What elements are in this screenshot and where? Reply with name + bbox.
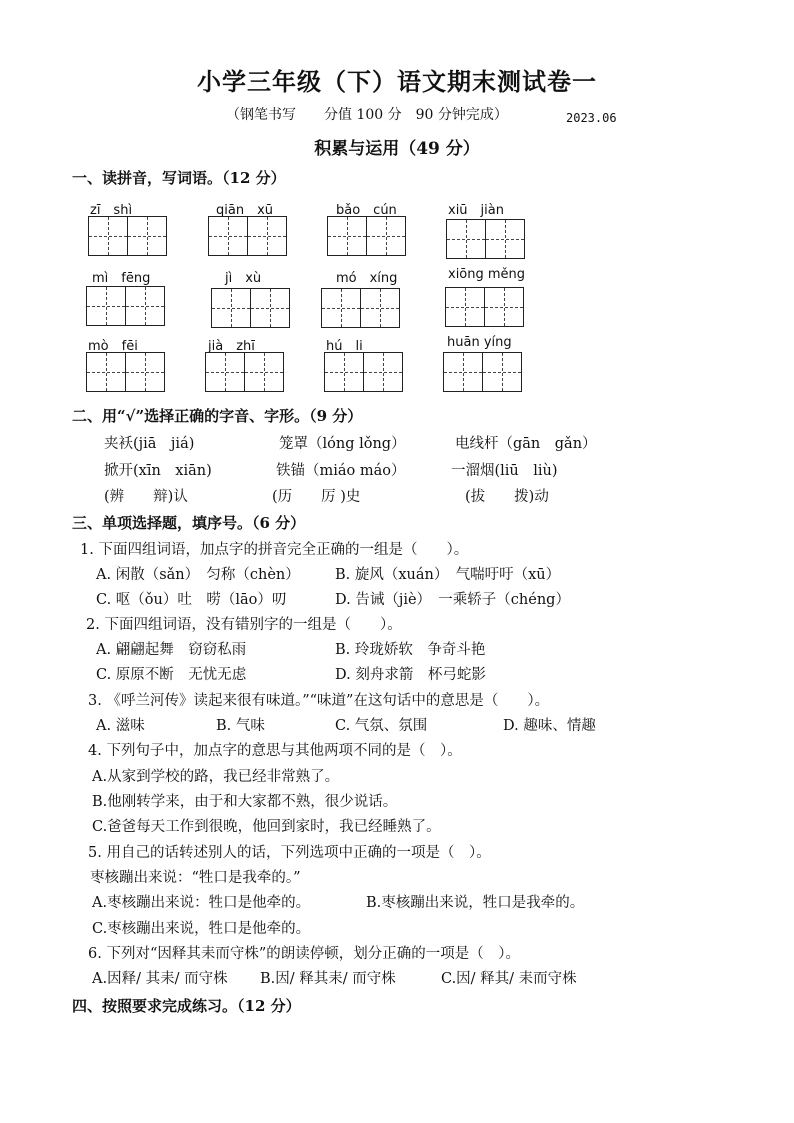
writing-cell[interactable]	[245, 352, 284, 392]
option-a[interactable]: A.从家到学校的路，我已经非常熟了。	[92, 769, 340, 785]
option-b[interactable]: B. 旋风（xuán） 气喘吁吁（xū）	[335, 567, 561, 583]
writing-grid[interactable]	[88, 216, 167, 256]
option-d[interactable]: D. 告诫（jiè） 一乘轿子（chéng）	[335, 592, 570, 608]
choice-item[interactable]: 夹袄(jiā jiá)	[104, 436, 195, 452]
writing-cell[interactable]	[485, 287, 524, 327]
pinyin-label: jì xù	[225, 271, 262, 286]
pinyin-label: xiū jiàn	[448, 203, 504, 218]
writing-cell[interactable]	[367, 216, 406, 256]
writing-cell[interactable]	[324, 352, 364, 392]
choice-item[interactable]: (历 厉 )史	[272, 489, 361, 505]
part2-heading: 二、用“√”选择正确的字音、字形。（9 分）	[72, 407, 363, 425]
part3-heading: 三、单项选择题，填序号。（6 分）	[72, 514, 306, 532]
exam-instructions: （钢笔书写 分值 100 分 90 分钟完成）	[226, 107, 508, 123]
pinyin-label: qiān xū	[216, 203, 274, 218]
writing-cell[interactable]	[205, 352, 245, 392]
part1-heading: 一、读拼音，写词语。（12 分）	[72, 169, 286, 187]
option-b[interactable]: B. 气味	[216, 718, 265, 734]
option-b[interactable]: B.他刚转学来，由于和大家都不熟，很少说话。	[92, 794, 398, 810]
question-5-quote: 枣核蹦出来说：“牲口是我牵的。”	[90, 870, 301, 886]
choice-item[interactable]: 电线杆（gān gǎn）	[455, 436, 597, 452]
writing-cell[interactable]	[443, 352, 483, 392]
question-2: 2. 下面四组词语，没有错别字的一组是（ ）。	[86, 617, 402, 633]
writing-grid[interactable]	[211, 288, 290, 328]
writing-grid[interactable]	[446, 219, 525, 259]
choice-item[interactable]: 铁锚（miáo máo）	[276, 463, 406, 479]
pinyin-label: hú li	[326, 339, 363, 354]
option-c[interactable]: C.爸爸每天工作到很晚，他回到家时，我已经睡熟了。	[92, 819, 441, 835]
option-c[interactable]: C. 气氛、氛围	[335, 718, 428, 734]
question-6: 6. 下列对“因释其耒而守株”的朗读停顿，划分正确的一项是（ ）。	[88, 946, 521, 962]
option-b[interactable]: B. 玲珑娇软 争奇斗艳	[335, 642, 486, 658]
choice-item[interactable]: 一溜烟(liū liù)	[451, 463, 558, 479]
writing-grid[interactable]	[443, 352, 522, 392]
writing-grid[interactable]	[327, 216, 406, 256]
writing-cell[interactable]	[86, 286, 126, 326]
writing-grid[interactable]	[321, 288, 400, 328]
option-c[interactable]: C.枣核蹦出来说，牲口是他牵的。	[92, 921, 311, 937]
option-d[interactable]: D. 刻舟求箭 杯弓蛇影	[335, 667, 486, 683]
writing-grid[interactable]	[86, 352, 165, 392]
writing-cell[interactable]	[126, 352, 165, 392]
option-d[interactable]: D. 趣味、情趣	[503, 718, 596, 734]
writing-cell[interactable]	[88, 216, 128, 256]
pinyin-label: xiōng měng	[448, 267, 526, 282]
writing-grid[interactable]	[205, 352, 284, 392]
option-a[interactable]: A. 闲散（sǎn） 匀称（chèn）	[96, 567, 300, 583]
section-title: 积累与运用（49 分）	[314, 139, 480, 159]
writing-cell[interactable]	[445, 287, 485, 327]
option-c[interactable]: C.因/ 释其/ 耒而守株	[441, 971, 577, 987]
writing-cell[interactable]	[86, 352, 126, 392]
writing-cell[interactable]	[446, 219, 486, 259]
question-5: 5. 用自己的话转述别人的话，下列选项中正确的一项是（ ）。	[88, 845, 491, 861]
part4-heading: 四、按照要求完成练习。（12 分）	[72, 997, 301, 1015]
option-a[interactable]: A.因释/ 其耒/ 而守株	[92, 971, 228, 987]
question-3: 3. 《呼兰河传》读起来很有味道。”“味道”在这句话中的意思是（ ）。	[88, 693, 550, 709]
option-b[interactable]: B.因/ 释其耒/ 而守株	[260, 971, 396, 987]
writing-cell[interactable]	[128, 216, 167, 256]
choice-item[interactable]: (拔 拨)动	[465, 489, 549, 505]
question-1: 1. 下面四组词语，加点字的拼音完全正确的一组是（ ）。	[80, 542, 469, 558]
choice-item[interactable]: 笼罩（lóng lǒng）	[279, 436, 406, 452]
question-4: 4. 下列句子中，加点字的意思与其他两项不同的是（ ）。	[88, 743, 462, 759]
pinyin-label: huān yíng	[447, 335, 512, 350]
pinyin-label: jià zhī	[208, 339, 255, 354]
choice-item[interactable]: (辨 辩)认	[104, 489, 188, 505]
writing-cell[interactable]	[251, 288, 290, 328]
writing-grid[interactable]	[208, 216, 287, 256]
writing-cell[interactable]	[126, 286, 165, 326]
writing-cell[interactable]	[483, 352, 522, 392]
writing-grid[interactable]	[445, 287, 524, 327]
writing-cell[interactable]	[486, 219, 525, 259]
option-a[interactable]: A. 翩翩起舞 窃窃私雨	[96, 642, 247, 658]
option-b[interactable]: B.枣核蹦出来说，牲口是我牵的。	[366, 895, 585, 911]
writing-cell[interactable]	[208, 216, 248, 256]
option-c[interactable]: C. 原原不断 无忧无虑	[96, 667, 247, 683]
writing-cell[interactable]	[248, 216, 287, 256]
pinyin-label: zī shì	[90, 203, 133, 218]
pinyin-label: mò fēi	[88, 339, 138, 354]
exam-date: 2023.06	[566, 111, 617, 125]
option-c[interactable]: C. 呕（ǒu）吐 唠（lāo）叨	[96, 592, 287, 608]
writing-grid[interactable]	[324, 352, 403, 392]
writing-grid[interactable]	[86, 286, 165, 326]
choice-item[interactable]: 掀开(xīn xiān)	[104, 463, 212, 479]
writing-cell[interactable]	[364, 352, 403, 392]
pinyin-label: mì fēng	[92, 271, 151, 286]
pinyin-label: mó xíng	[336, 271, 398, 286]
writing-cell[interactable]	[321, 288, 361, 328]
writing-cell[interactable]	[211, 288, 251, 328]
pinyin-label: bǎo cún	[336, 203, 397, 218]
page-title: 小学三年级（下）语文期末测试卷一	[197, 67, 597, 96]
option-a[interactable]: A. 滋味	[96, 718, 145, 734]
writing-cell[interactable]	[361, 288, 400, 328]
writing-cell[interactable]	[327, 216, 367, 256]
option-a[interactable]: A.枣核蹦出来说：牲口是他牵的。	[92, 895, 311, 911]
